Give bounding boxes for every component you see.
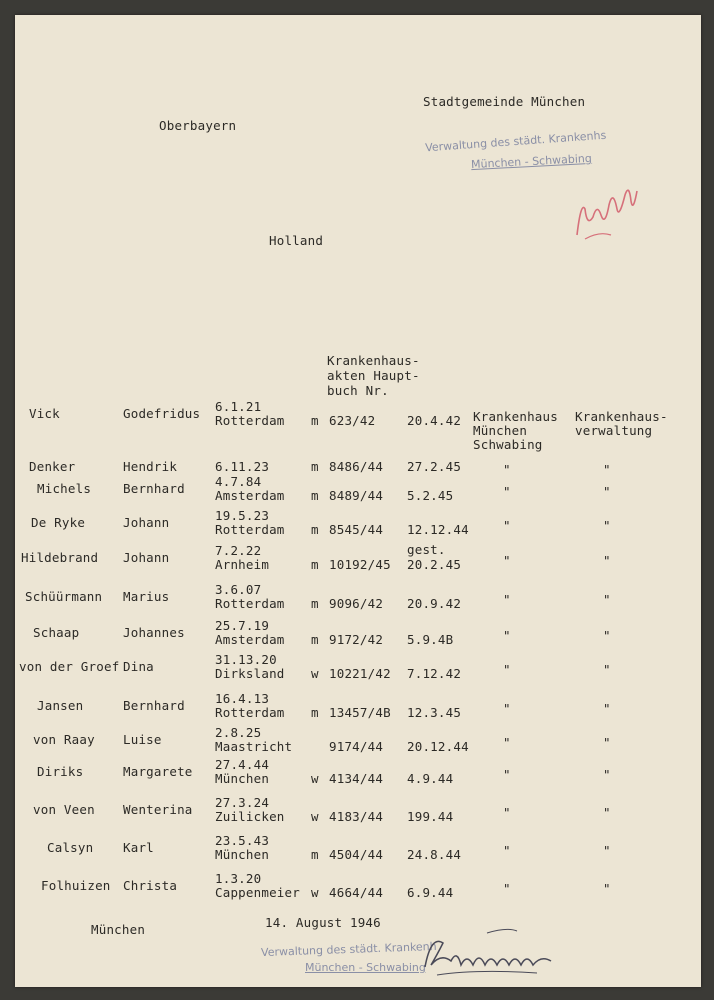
birth-date: 1.3.20 bbox=[215, 871, 262, 886]
patient-last-name: Diriks bbox=[37, 764, 84, 779]
sex-marker: w bbox=[311, 809, 319, 824]
akten-number: 4664/44 bbox=[329, 885, 384, 900]
administration-cell: " bbox=[603, 462, 611, 477]
administration-cell: " bbox=[603, 805, 611, 820]
patient-last-name: Schüürmann bbox=[25, 589, 103, 604]
administration-cell: " bbox=[603, 881, 611, 896]
patient-first-name: Wenterina bbox=[123, 802, 193, 817]
hospital-cell: " bbox=[503, 553, 511, 568]
akten-number: 9172/42 bbox=[329, 632, 384, 647]
birth-place: Rotterdam bbox=[215, 596, 285, 611]
sex-marker: m bbox=[311, 596, 319, 611]
administration-cell: " bbox=[603, 553, 611, 568]
sex-marker: m bbox=[311, 522, 319, 537]
patient-last-name: Folhuizen bbox=[41, 878, 111, 893]
entry-date: 12.12.44 bbox=[407, 522, 469, 537]
patient-first-name: Karl bbox=[123, 840, 154, 855]
birth-date: 2.8.25 bbox=[215, 725, 262, 740]
birth-place: Rotterdam bbox=[215, 705, 285, 720]
country-heading: Holland bbox=[269, 233, 324, 248]
sex-marker: m bbox=[311, 632, 319, 647]
hospital-cell: " bbox=[503, 881, 511, 896]
footer-stamp-line-1: Verwaltung des städt. Krankenh bbox=[260, 939, 437, 960]
patient-first-name: Johann bbox=[123, 515, 170, 530]
birth-place: Arnheim bbox=[215, 557, 270, 572]
stamp-line-2: München - Schwabing bbox=[470, 151, 593, 172]
birth-place: Rotterdam bbox=[215, 413, 285, 428]
patient-first-name: Christa bbox=[123, 878, 178, 893]
administration-cell: verwaltung bbox=[575, 423, 653, 438]
administration-cell: " bbox=[603, 735, 611, 750]
entry-date: 5.9.4B bbox=[407, 632, 454, 647]
footer-stamp-line-2: München - Schwabing bbox=[305, 961, 426, 974]
patient-last-name: von Veen bbox=[33, 802, 95, 817]
entry-date: 24.8.44 bbox=[407, 847, 462, 862]
birth-place: Maastricht bbox=[215, 739, 293, 754]
akten-header-line-3: buch Nr. bbox=[327, 383, 389, 398]
sex-marker: m bbox=[311, 705, 319, 720]
birth-date: 27.3.24 bbox=[215, 795, 270, 810]
akten-header-line-1: Krankenhaus- bbox=[327, 353, 420, 368]
entry-date: 5.2.45 bbox=[407, 488, 454, 503]
patient-last-name: Denker bbox=[29, 459, 76, 474]
patient-last-name: von der Groef bbox=[19, 659, 120, 674]
hospital-cell: " bbox=[503, 735, 511, 750]
birth-date: 16.4.13 bbox=[215, 691, 270, 706]
hospital-cell: " bbox=[503, 701, 511, 716]
remark: gest. bbox=[407, 542, 446, 557]
administration-cell: " bbox=[603, 701, 611, 716]
entry-date: 7.12.42 bbox=[407, 666, 462, 681]
stamp-line-1: Verwaltung des städt. Krankenhs bbox=[424, 128, 607, 155]
akten-number: 9096/42 bbox=[329, 596, 384, 611]
hospital-cell: " bbox=[503, 843, 511, 858]
sex-marker: w bbox=[311, 666, 319, 681]
administration-cell: " bbox=[603, 662, 611, 677]
birth-place: Amsterdam bbox=[215, 632, 285, 647]
footer-date: 14. August 1946 bbox=[265, 915, 381, 930]
red-initials-mark bbox=[571, 179, 641, 259]
akten-number: 4504/44 bbox=[329, 847, 384, 862]
entry-date: 20.9.42 bbox=[407, 596, 462, 611]
birth-place: Cappenmeier bbox=[215, 885, 300, 900]
patient-last-name: Hildebrand bbox=[21, 550, 99, 565]
patient-first-name: Bernhard bbox=[123, 698, 185, 713]
sex-marker: w bbox=[311, 771, 319, 786]
administration-cell: " bbox=[603, 484, 611, 499]
authority-heading: Stadtgemeinde München bbox=[423, 94, 586, 109]
entry-date: 20.12.44 bbox=[407, 739, 469, 754]
patient-first-name: Dina bbox=[123, 659, 154, 674]
patient-last-name: De Ryke bbox=[31, 515, 86, 530]
akten-number: 4134/44 bbox=[329, 771, 384, 786]
birth-date: 7.2.22 bbox=[215, 543, 262, 558]
birth-place: Rotterdam bbox=[215, 522, 285, 537]
hospital-cell: " bbox=[503, 805, 511, 820]
birth-place: München bbox=[215, 771, 270, 786]
hospital-cell: Schwabing bbox=[473, 437, 543, 452]
akten-number: 10221/42 bbox=[329, 666, 391, 681]
akten-number: 9174/44 bbox=[329, 739, 384, 754]
patient-first-name: Johannes bbox=[123, 625, 185, 640]
birth-date: 23.5.43 bbox=[215, 833, 270, 848]
akten-number: 623/42 bbox=[329, 413, 376, 428]
akten-number: 8489/44 bbox=[329, 488, 384, 503]
birth-date: 3.6.07 bbox=[215, 582, 262, 597]
entry-date: 199.44 bbox=[407, 809, 454, 824]
administration-cell: " bbox=[603, 592, 611, 607]
patient-first-name: Luise bbox=[123, 732, 162, 747]
patient-first-name: Bernhard bbox=[123, 481, 185, 496]
entry-date: 6.9.44 bbox=[407, 885, 454, 900]
birth-date: 6.11.23 bbox=[215, 459, 270, 474]
sex-marker: w bbox=[311, 885, 319, 900]
patient-last-name: Schaap bbox=[33, 625, 80, 640]
hospital-cell: München bbox=[473, 423, 528, 438]
entry-date: 12.3.45 bbox=[407, 705, 462, 720]
administration-cell: Krankenhaus- bbox=[575, 409, 668, 424]
hospital-cell: " bbox=[503, 484, 511, 499]
hospital-cell: " bbox=[503, 628, 511, 643]
patient-first-name: Godefridus bbox=[123, 406, 201, 421]
birth-date: 6.1.21 bbox=[215, 399, 262, 414]
birth-place: Dirksland bbox=[215, 666, 285, 681]
birth-date: 27.4.44 bbox=[215, 757, 270, 772]
footer-city: München bbox=[91, 922, 146, 937]
hospital-cell: Krankenhaus bbox=[473, 409, 558, 424]
patient-first-name: Hendrik bbox=[123, 459, 178, 474]
akten-number: 4183/44 bbox=[329, 809, 384, 824]
entry-date: 20.4.42 bbox=[407, 413, 462, 428]
patient-last-name: Vick bbox=[29, 406, 60, 421]
administration-cell: " bbox=[603, 628, 611, 643]
birth-date: 31.13.20 bbox=[215, 652, 277, 667]
birth-place: München bbox=[215, 847, 270, 862]
birth-date: 25.7.19 bbox=[215, 618, 270, 633]
birth-date: 4.7.84 bbox=[215, 474, 262, 489]
document-page bbox=[15, 15, 701, 987]
birth-place: Amsterdam bbox=[215, 488, 285, 503]
patient-last-name: Calsyn bbox=[47, 840, 94, 855]
akten-number: 13457/4B bbox=[329, 705, 391, 720]
akten-number: 8486/44 bbox=[329, 459, 384, 474]
patient-first-name: Margarete bbox=[123, 764, 193, 779]
birth-date: 19.5.23 bbox=[215, 508, 270, 523]
patient-first-name: Marius bbox=[123, 589, 170, 604]
administration-cell: " bbox=[603, 843, 611, 858]
patient-first-name: Johann bbox=[123, 550, 170, 565]
patient-last-name: Jansen bbox=[37, 698, 84, 713]
akten-number: 10192/45 bbox=[329, 557, 391, 572]
hospital-cell: " bbox=[503, 767, 511, 782]
sex-marker: m bbox=[311, 459, 319, 474]
entry-date: 4.9.44 bbox=[407, 771, 454, 786]
sex-marker: m bbox=[311, 488, 319, 503]
hospital-cell: " bbox=[503, 662, 511, 677]
birth-place: Zuilicken bbox=[215, 809, 285, 824]
hospital-cell: " bbox=[503, 518, 511, 533]
administration-cell: " bbox=[603, 767, 611, 782]
patient-last-name: Michels bbox=[37, 481, 92, 496]
entry-date: 27.2.45 bbox=[407, 459, 462, 474]
sex-marker: m bbox=[311, 413, 319, 428]
sex-marker: m bbox=[311, 557, 319, 572]
entry-date: 20.2.45 bbox=[407, 557, 462, 572]
region-label: Oberbayern bbox=[159, 118, 237, 133]
signature bbox=[417, 925, 567, 983]
sex-marker: m bbox=[311, 847, 319, 862]
akten-header-line-2: akten Haupt- bbox=[327, 368, 420, 383]
administration-cell: " bbox=[603, 518, 611, 533]
hospital-cell: " bbox=[503, 592, 511, 607]
hospital-cell: " bbox=[503, 462, 511, 477]
akten-number: 8545/44 bbox=[329, 522, 384, 537]
patient-last-name: von Raay bbox=[33, 732, 95, 747]
